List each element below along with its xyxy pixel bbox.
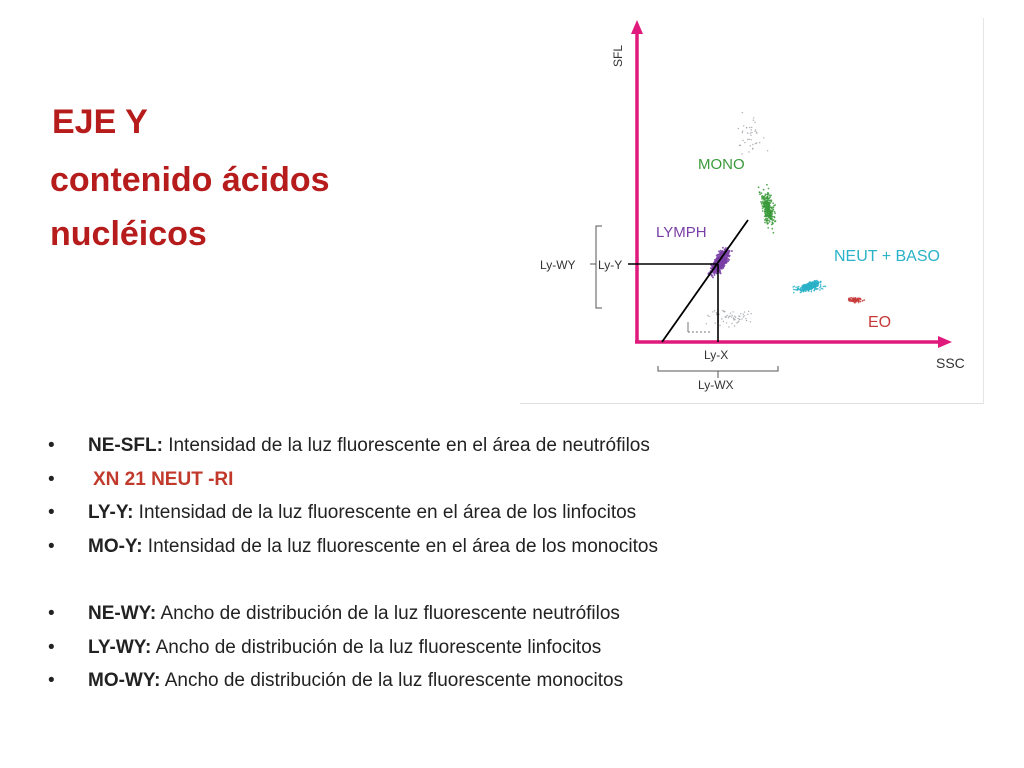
scatter-dot [795, 286, 797, 288]
scatter-dot [747, 132, 748, 133]
ly-x-label: Ly-X [704, 348, 729, 362]
scatter-dot [707, 315, 708, 316]
bullet: • [48, 636, 55, 658]
scatter-dot [771, 200, 773, 202]
definition-xn-21-neut-ri [48, 466, 988, 500]
scatter-dot [765, 200, 767, 202]
scatter-dot [812, 284, 814, 286]
definition-key: LY-WY: [88, 636, 152, 658]
scatter-dot [774, 211, 776, 213]
scatter-dot [723, 258, 725, 260]
scatter-dot [726, 322, 727, 323]
definition-text: Intensidad de la luz fluorescente en el área de los monocitos [142, 535, 658, 557]
scatter-dot [723, 321, 724, 322]
scatter-dot [767, 193, 769, 195]
scatter-dot [765, 207, 767, 209]
bullet: • [48, 535, 55, 557]
scatter-dot [714, 310, 715, 311]
scatter-dot [851, 297, 853, 299]
bullet: • [48, 468, 55, 490]
scatter-dot [759, 193, 761, 195]
definition-ly-y [48, 499, 988, 533]
scatter-dot [750, 321, 751, 322]
scatter-dot [772, 202, 774, 204]
scatter-dot [711, 275, 713, 277]
scatter-dot [774, 212, 776, 214]
scatter-dot [753, 120, 754, 121]
bullet: • [48, 502, 55, 523]
scatter-dot [754, 122, 755, 123]
scatter-dot [720, 272, 722, 274]
scatter-dot [771, 221, 773, 223]
scatter-dot [763, 196, 765, 198]
scatter-dot [814, 289, 816, 291]
x-axis-arrow-icon [938, 336, 952, 348]
scatter-dot [767, 150, 768, 151]
scatter-dot [759, 142, 760, 143]
scatter-dot [740, 145, 741, 146]
scatter-dot [816, 288, 818, 290]
scatter-dot [717, 254, 719, 256]
y-axis-label: SFL [611, 44, 625, 68]
scatter-dot [769, 200, 771, 202]
scatter-dot [724, 311, 725, 312]
scatter-dot [751, 127, 752, 128]
scatter-dot [726, 257, 728, 259]
scatter-dot [731, 315, 732, 316]
scatter-dot [750, 313, 751, 314]
scatter-dot [747, 139, 748, 140]
scatter-dot [755, 143, 756, 144]
scatter-dot [762, 210, 764, 212]
scatter-dot [763, 137, 764, 138]
scatter-dot [767, 227, 769, 229]
definition-text: XN 21 NEUT -RI [93, 468, 234, 490]
scatter-dot [773, 232, 775, 234]
scatter-dot [803, 285, 805, 287]
scatter-dot [767, 218, 769, 220]
scatter-dot [726, 255, 728, 257]
scatter-dot [806, 287, 808, 289]
scatter-dot [768, 214, 770, 216]
scatter-dot [774, 204, 776, 206]
definition-key: MO-WY: [88, 670, 161, 691]
scatter-dot [802, 288, 804, 290]
scatter-dot [811, 291, 813, 293]
scatter-dot [753, 117, 754, 118]
scatter-dot [763, 206, 765, 208]
scatter-dot [749, 139, 750, 140]
neut-baso-cluster-label: NEUT + BASO [834, 248, 940, 265]
scatter-dot [825, 286, 827, 288]
scatter-dot [766, 184, 768, 186]
definition-text: Ancho de distribución de la luz fluorescente neutrófilos [156, 603, 620, 624]
scatter-dot [728, 316, 729, 317]
scatter-dot [796, 289, 798, 291]
scatter-dot [793, 289, 795, 291]
scatter-dot [774, 217, 776, 219]
scatter-dot [765, 218, 767, 220]
scatter-dot [848, 299, 850, 301]
definition-text: Ancho de distribución de la luz fluorescente monocitos [160, 670, 624, 691]
scatter-dot [716, 256, 718, 258]
scatter-dot [754, 131, 755, 132]
eo-cluster-label: EO [868, 314, 892, 331]
scatter-dot [728, 326, 729, 327]
ly-wx-bracket [658, 366, 778, 371]
scatter-dot [758, 186, 760, 188]
ly-y-label: Ly-Y [598, 258, 623, 272]
scatter-dot [815, 282, 817, 284]
scatter-dot [768, 204, 770, 206]
scatter-dot [822, 288, 824, 290]
scatter-dot [773, 206, 775, 208]
bullet: • [48, 603, 55, 624]
scatter-dot [769, 195, 771, 197]
scatter-dot [726, 253, 728, 255]
scatter-dot [743, 316, 744, 317]
scatter-dot [852, 300, 854, 302]
scatter-dot [744, 311, 745, 312]
scatter-dot [862, 300, 864, 302]
scatter-dot [793, 292, 795, 294]
scatter-dot [752, 144, 753, 145]
scatter-dot [739, 319, 740, 320]
scatter-dot [766, 220, 768, 222]
scatter-dot [760, 201, 762, 203]
scatter-dot [772, 209, 774, 211]
scatter-dot [817, 288, 819, 290]
scatter-dot [733, 317, 734, 318]
scatter-dot [730, 313, 731, 314]
scatter-dot [742, 131, 743, 132]
definition-ne-wy [48, 600, 988, 634]
scatter-dot [769, 221, 771, 223]
scatter-dot [764, 222, 766, 224]
scatter-dot [741, 318, 742, 319]
scatter-dot [854, 302, 856, 304]
scatter-dot [719, 325, 720, 326]
definition-ne-sfl [48, 432, 988, 466]
scatter-dots [706, 112, 866, 328]
scatter-dot [743, 314, 744, 315]
scatter-dot [797, 288, 799, 290]
scatter-dot [722, 247, 724, 249]
definition-ly-wy [48, 634, 988, 668]
scatter-dot [738, 128, 739, 129]
definition-key: NE-WY: [88, 603, 157, 624]
scatter-dot [721, 318, 722, 319]
scatter-dot [768, 188, 770, 190]
scatter-dot [774, 221, 776, 223]
scatter-dot [746, 320, 747, 321]
scatter-dot [727, 315, 728, 316]
scatter-dot [800, 287, 802, 289]
scatter-dot [742, 132, 743, 133]
scatter-dot [731, 250, 733, 252]
scatter-dot [770, 219, 772, 221]
definition-mo-y [48, 533, 988, 567]
scatter-dot [813, 284, 815, 286]
scatter-dot [743, 125, 744, 126]
x-axis-label: SSC [936, 355, 965, 371]
bullet: • [48, 670, 55, 691]
scatter-dot [712, 311, 713, 312]
title-line-2: contenido ácidos [50, 161, 330, 199]
scatter-dot [819, 287, 821, 289]
scatter-dot [747, 314, 748, 315]
scatter-dot [721, 263, 723, 265]
definition-text: Intensidad de la luz fluorescente en el área de los linfocitos [133, 502, 637, 523]
scatter-dot [819, 281, 821, 283]
scatter-dot [767, 222, 769, 224]
title-line-3: nucléicos [50, 215, 207, 253]
definition-mo-wy [48, 667, 988, 701]
scatter-dot [721, 252, 723, 254]
scatter-dot [857, 299, 859, 301]
scatter-dot [748, 151, 749, 152]
scatter-dot [742, 112, 743, 113]
scatter-dot [708, 316, 709, 317]
scatter-dot [750, 145, 751, 146]
scatter-dot [745, 318, 746, 319]
scatter-dot [750, 133, 751, 134]
scatter-dot [759, 192, 761, 194]
scatter-dot [719, 267, 721, 269]
scatter-dot [752, 148, 753, 149]
scatter-dot [744, 142, 745, 143]
scatter-dot [731, 316, 732, 317]
definition-key: NE-SFL: [88, 435, 163, 456]
scatter-dot [734, 316, 735, 317]
scatter-dot [763, 189, 765, 191]
scatter-dot [725, 317, 726, 318]
ly-wx-label: Ly-WX [698, 378, 734, 392]
definition-text: Intensidad de la luz fluorescente en el área de neutrófilos [162, 435, 650, 456]
scatter-dot [799, 288, 801, 290]
scatter-dot [750, 139, 751, 140]
scatter-dot [806, 284, 808, 286]
scatter-dot [720, 265, 722, 267]
lymph-cluster-label: LYMPH [656, 224, 707, 241]
scatter-dot [751, 132, 752, 133]
scatter-dot [771, 207, 773, 209]
scatter-dot [764, 198, 766, 200]
scatter-dot [771, 212, 773, 214]
scatter-dot [797, 286, 799, 288]
scatter-dot [715, 322, 716, 323]
scatter-dot [756, 133, 757, 134]
scatter-dot [765, 203, 767, 205]
scatter-dot [731, 323, 732, 324]
y-axis-arrow-icon [631, 20, 643, 34]
scatter-dot [746, 127, 747, 128]
scattergram-diagram [520, 18, 984, 404]
scatter-dot [768, 198, 770, 200]
scatter-dot [750, 135, 751, 136]
definition-key: LY-Y: [88, 502, 134, 523]
scatter-dot [733, 319, 734, 320]
scatter-dot [738, 315, 739, 316]
scatter-dot [706, 323, 707, 324]
scatter-dot [768, 207, 770, 209]
scatter-dot [767, 210, 769, 212]
scatter-dot [850, 300, 852, 302]
scatter-dot [765, 194, 767, 196]
scatter-dot [820, 284, 822, 286]
mono-cluster-label: MONO [698, 156, 745, 173]
scatter-dot [793, 286, 795, 288]
scatter-dot [822, 286, 824, 288]
definition-key: MO-Y: [88, 535, 143, 557]
scatter-dot [863, 299, 865, 301]
scatter-dot [768, 201, 770, 203]
scatter-dot [755, 129, 756, 130]
scatter-dot [713, 272, 715, 274]
scatter-dot [761, 192, 763, 194]
scatter-dot [737, 318, 738, 319]
title-line-1: EJE Y [52, 103, 148, 141]
scatter-dot [732, 311, 733, 312]
scatter-dot [771, 228, 773, 230]
definitions-list [48, 432, 988, 701]
scatter-dot [728, 317, 729, 318]
scatter-dot [751, 129, 752, 130]
scatter-dot [748, 311, 749, 312]
scatter-dot [734, 325, 735, 326]
ly-wy-label: Ly-WY [540, 258, 576, 272]
scatter-dot [749, 127, 750, 128]
scatter-dot [815, 280, 817, 282]
bullet: • [48, 435, 55, 456]
scatter-dot [728, 255, 730, 257]
scatter-dot [772, 223, 774, 225]
scatter-dot [808, 286, 810, 288]
scatter-dot [765, 210, 767, 212]
scatter-dot [737, 322, 738, 323]
definition-text: Ancho de distribución de la luz fluorescente linfocitos [151, 636, 602, 658]
scatter-dot [741, 153, 742, 154]
scatter-dot [819, 289, 821, 291]
scatter-dot [740, 313, 741, 314]
scatter-dot [761, 195, 763, 197]
scatter-dot [773, 219, 775, 221]
scatter-dot [742, 140, 743, 141]
